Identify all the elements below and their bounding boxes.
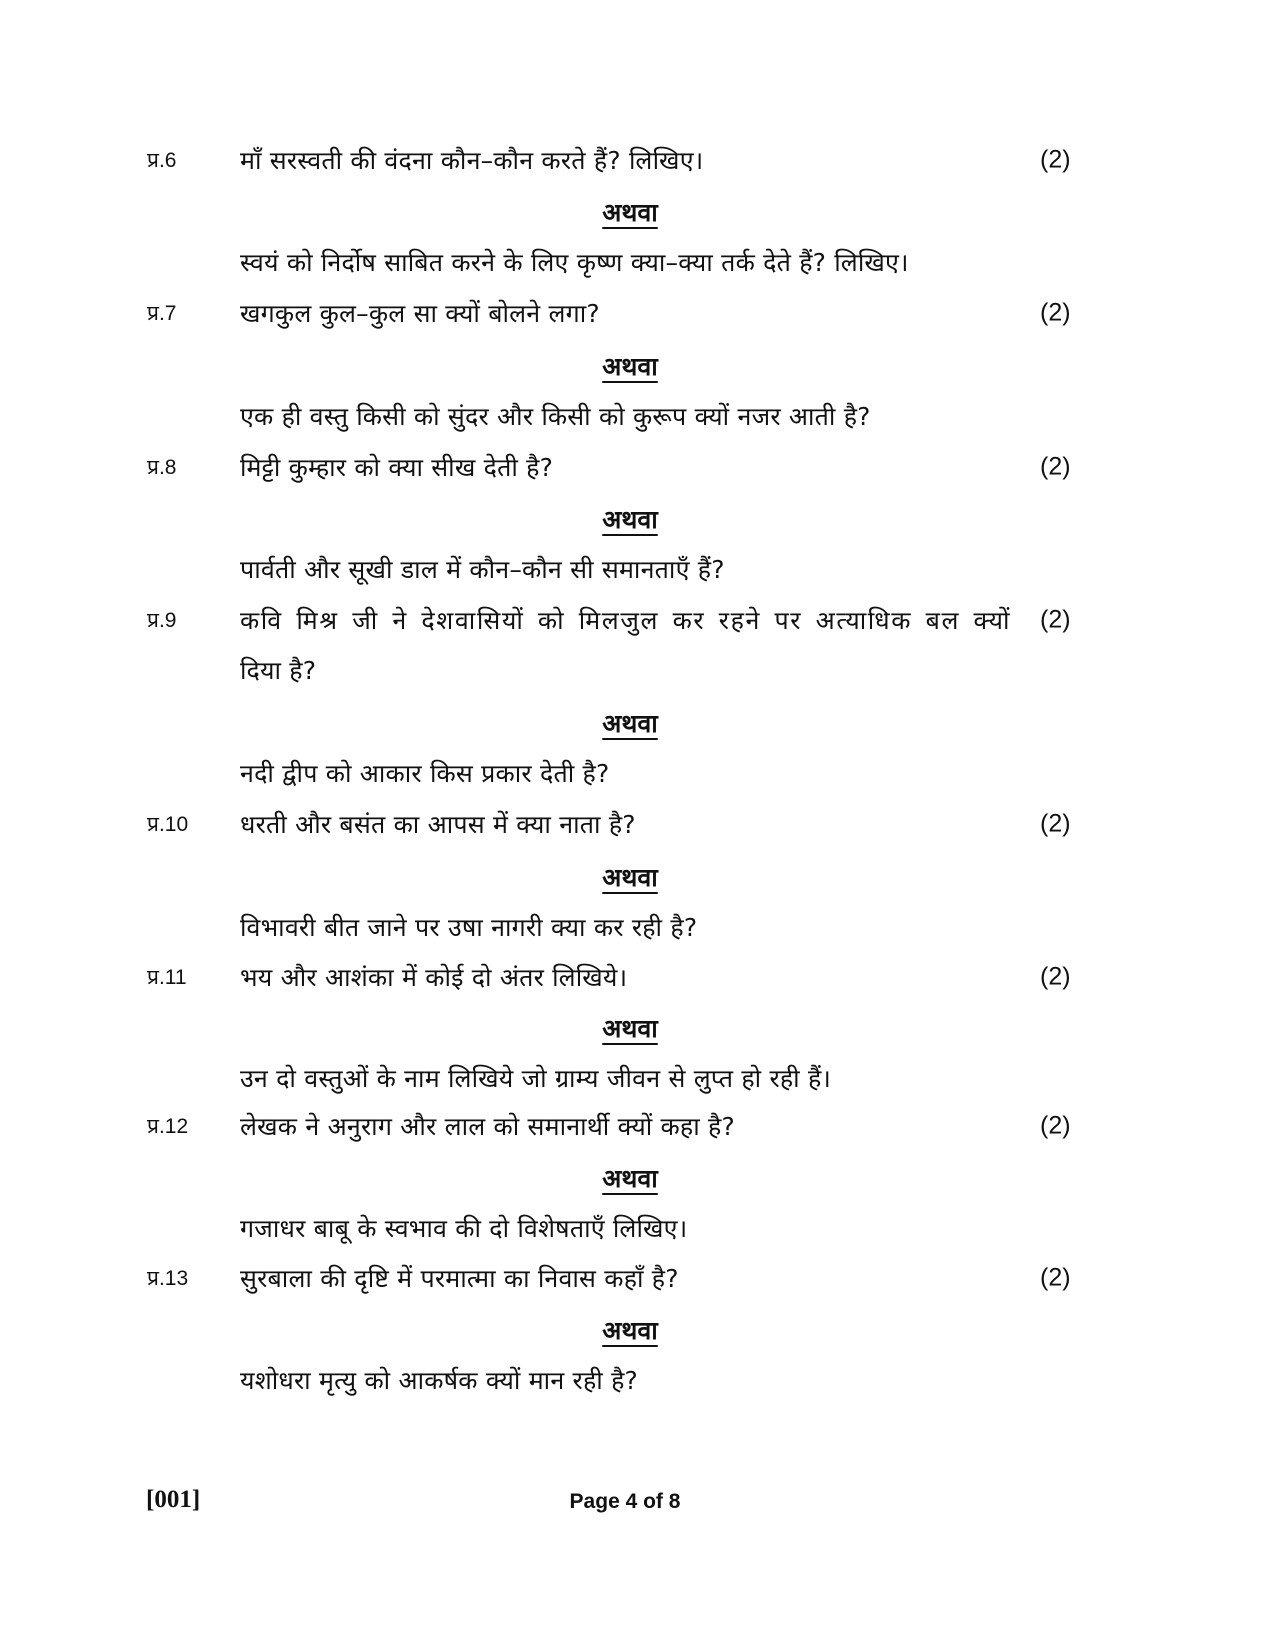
alternative-question-text: पार्वती और सूखी डाल में कौन–कौन सी समानताएँ हैं?: [240, 555, 725, 584]
question-10-alternative: [0, 905, 1275, 949]
question-13-alternative: [0, 1358, 1275, 1402]
question-9-alternative: [0, 751, 1275, 795]
question-number: प्र.6: [147, 149, 177, 172]
question-marks: (2): [1040, 809, 1071, 838]
alternative-question-text: गजाधर बाबू के स्वभाव की दो विशेषताएँ लिखिए।: [240, 1214, 688, 1243]
or-label: अथवा: [602, 863, 658, 892]
question-text: माँ सरस्वती की वंदना कौन–कौन करते हैं? लिखिए।: [240, 146, 704, 175]
question-9-continued: [0, 648, 1275, 692]
question-number: प्र.10: [147, 813, 189, 836]
question-marks: (2): [1040, 298, 1071, 327]
question-6-alternative: [0, 240, 1275, 284]
alternative-question-text: यशोधरा मृत्यु को आकर्षक क्यों मान रही है?: [240, 1366, 639, 1395]
question-marks: (2): [1040, 962, 1071, 991]
question-text: कवि मिश्र जी ने देशवासियों को मिलजुल कर रहने पर अत्याधिक बल क्यों: [240, 606, 1012, 635]
question-text: लेखक ने अनुराग और लाल को समानार्थी क्यों कहा है?: [240, 1112, 735, 1141]
question-number: प्र.13: [147, 1267, 189, 1290]
question-7-alternative: [0, 394, 1275, 438]
question-12-alternative: [0, 1206, 1275, 1250]
alternative-question-text: विभावरी बीत जाने पर उषा नागरी क्या कर रही है?: [240, 913, 698, 942]
or-divider: [0, 499, 1275, 539]
or-label: अथवा: [602, 1164, 658, 1193]
question-marks: (2): [1040, 605, 1071, 634]
question-9: [0, 598, 1275, 642]
or-label: अथवा: [602, 505, 658, 534]
alternative-question-text: स्वयं को निर्दोष साबित करने के लिए कृष्ण क्या–क्या तर्क देते हैं? लिखिए।: [240, 248, 909, 277]
question-11: [0, 955, 1275, 999]
alternative-question-text: एक ही वस्तु किसी को सुंदर और किसी को कुरूप क्यों नजर आती है?: [240, 402, 871, 431]
or-divider: [0, 703, 1275, 743]
question-8-alternative: [0, 547, 1275, 591]
alternative-question-text: नदी द्वीप को आकार किस प्रकार देती है?: [240, 759, 610, 788]
or-divider: [0, 1158, 1275, 1198]
question-8: [0, 445, 1275, 489]
question-marks: (2): [1040, 1263, 1071, 1292]
alternative-question-text: उन दो वस्तुओं के नाम लिखिये जो ग्राम्य जीवन से लुप्त हो रही हैं।: [240, 1064, 832, 1093]
question-7: [0, 291, 1275, 335]
question-13: [0, 1256, 1275, 1300]
question-number: प्र.12: [147, 1115, 189, 1138]
question-text-continued: दिया है?: [240, 656, 317, 685]
or-divider: [0, 192, 1275, 232]
or-divider: [0, 1008, 1275, 1048]
question-text: सुरबाला की दृष्टि में परमात्मा का निवास कहाँ है?: [240, 1264, 679, 1293]
question-number: प्र.7: [147, 302, 177, 325]
question-text: धरती और बसंत का आपस में क्या नाता है?: [240, 810, 636, 839]
or-label: अथवा: [602, 709, 658, 738]
paper-code: [001]: [146, 1486, 201, 1513]
or-label: अथवा: [602, 352, 658, 381]
question-marks: (2): [1040, 145, 1071, 174]
or-label: अथवा: [602, 1014, 658, 1043]
question-12: [0, 1104, 1275, 1148]
or-divider: [0, 857, 1275, 897]
question-marks: (2): [1040, 1111, 1071, 1140]
question-11-alternative: [0, 1056, 1275, 1100]
or-divider: [0, 346, 1275, 386]
question-number: प्र.11: [147, 966, 187, 989]
question-text: भय और आशंका में कोई दो अंतर लिखिये।: [240, 963, 628, 992]
question-number: प्र.8: [147, 456, 177, 479]
or-label: अथवा: [602, 1316, 658, 1345]
page-number: Page 4 of 8: [569, 1490, 681, 1513]
question-text: मिट्टी कुम्हार को क्या सीख देती है?: [240, 453, 554, 482]
question-number: प्र.9: [147, 609, 177, 632]
question-text: खगकुल कुल–कुल सा क्यों बोलने लगा?: [240, 299, 600, 328]
or-divider: [0, 1310, 1275, 1350]
or-label: अथवा: [602, 198, 658, 227]
question-10: [0, 802, 1275, 846]
question-6: [0, 138, 1275, 182]
question-marks: (2): [1040, 452, 1071, 481]
